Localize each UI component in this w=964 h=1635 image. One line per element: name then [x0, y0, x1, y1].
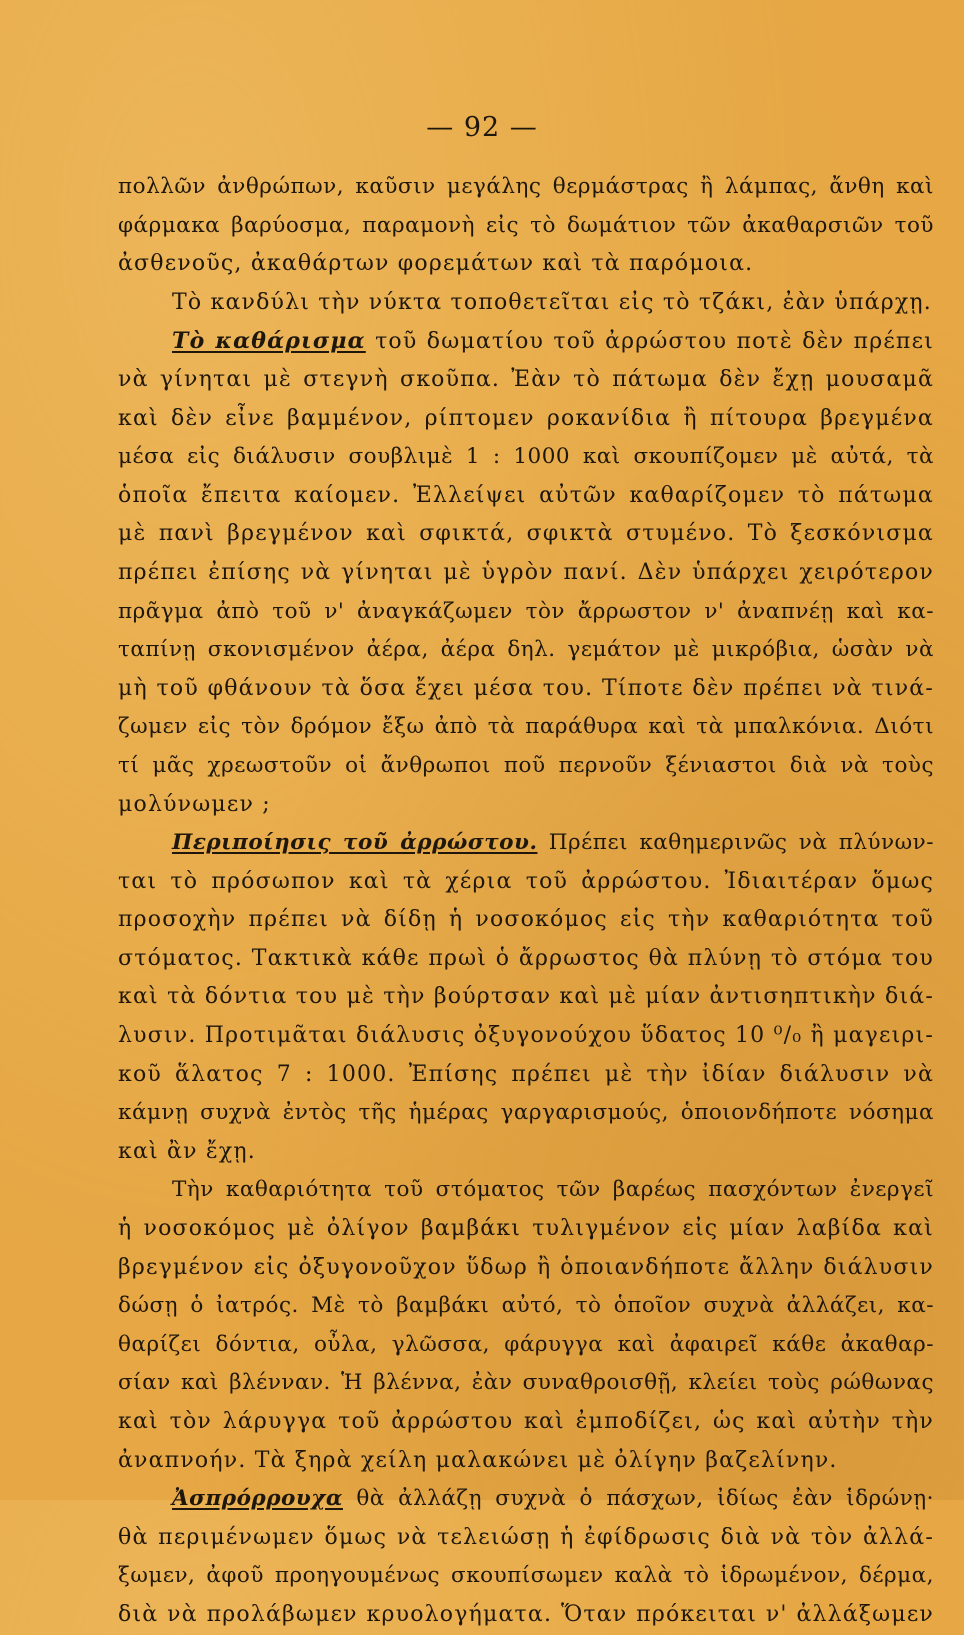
text-line: πρέπει ἐπίσης νὰ γίνηται μὲ ὑγρὸν πανί. Δὲν ὑπάρχει χειρότερον	[118, 559, 934, 585]
text-line: προσοχὴν πρέπει νὰ δίδῃ ἡ νοσοκόμος εἰς τὴν καθαριότητα τοῦ	[118, 907, 934, 933]
text-line: Τὸ καθάρισμα τοῦ δωματίου τοῦ ἀρρώστου ποτὲ δὲν πρέπει	[172, 328, 935, 355]
text-line: δώσῃ ὁ ἰατρός. Μὲ τὸ βαμβάκι αὐτό, τὸ ὁποῖον συχνὰ ἀλλάζει, κα-	[118, 1293, 934, 1319]
text-line: ταπίνῃ σκονισμένον ἀέρα, ἀέρα δηλ. γεμάτον μὲ μικρόβια, ὡσὰν νὰ	[118, 637, 934, 663]
text-line: καὶ δὲν εἶνε βαμμένον, ρίπτομεν ροκανίδια ἢ πίτουρα βρεγμένα	[118, 405, 934, 431]
text-line: θαρίζει δόντια, οὖλα, γλῶσσα, φάρυγγα καὶ ἀφαιρεῖ κάθε ἀκαθαρ-	[118, 1331, 934, 1357]
text-line: Ἀσπρόρρουχα θὰ ἀλλάζῃ συχνὰ ὁ πάσχων, ἰδίως ἐὰν ἱδρώνῃ·	[172, 1486, 934, 1512]
text-line: λυσιν. Προτιμᾶται διάλυσις ὀξυγονούχου ὕδατος 10 ⁰/₀ ἢ μαγειρι-	[118, 1023, 934, 1049]
text-line: μὴ τοῦ φθάνουν τὰ ὅσα ἔχει μέσα του. Τίποτε δὲν πρέπει νὰ τινά-	[118, 675, 934, 701]
text-line: καὶ ἂν ἔχῃ.	[118, 1138, 256, 1164]
text-line: κάμνῃ συχνὰ ἐντὸς τῆς ἡμέρας γαργαρισμούς, ὁποιονδήποτε νόσημα	[118, 1100, 934, 1126]
text-line: σίαν καὶ βλένναν. Ἡ βλέννα, ἐὰν συναθροισθῇ, κλείει τοὺς ρώθωνας	[118, 1370, 934, 1396]
text-line: καὶ τὰ δόντια του μὲ τὴν βούρτσαν καὶ μὲ μίαν ἀντισηπτικὴν διά-	[118, 984, 934, 1010]
text-line: ξωμεν, ἀφοῦ προηγουμένως σκουπίσωμεν καλὰ τὸ ἱδρωμένον, δέρμα,	[118, 1563, 934, 1589]
text-line: ὁποῖα ἔπειτα καίομεν. Ἐλλείψει αὐτῶν καθαρίζομεν τὸ πάτωμα	[118, 482, 934, 508]
text-line: στόματος. Τακτικὰ κάθε πρωὶ ὁ ἄρρωστος θὰ πλύνῃ τὸ στόμα του	[118, 945, 934, 971]
body-text	[118, 168, 934, 1635]
section-heading: Ἀσπρόρρουχα	[172, 1486, 343, 1512]
page-number: — 92 —	[426, 112, 538, 143]
text-line: κοῦ ἅλατος 7 : 1000. Ἐπίσης πρέπει μὲ τὴν ἰδίαν διάλυσιν νὰ	[118, 1061, 934, 1087]
text-line: ται τὸ πρόσωπον καὶ τὰ χέρια τοῦ ἀρρώστου. Ἰδιαιτέραν ὅμως	[118, 868, 934, 894]
text-line: Τὴν καθαριότητα τοῦ στόματος τῶν βαρέως πασχόντων ἐνεργεῖ	[172, 1177, 934, 1203]
text-line: πολλῶν ἀνθρώπων, καῦσιν μεγάλης θερμάστρας ἢ λάμπας, ἄνθη καὶ	[118, 174, 934, 199]
text-line: Τὸ κανδύλι τὴν νύκτα τοποθετεῖται εἰς τὸ τζάκι, ἐὰν ὑπάρχῃ.	[172, 289, 932, 315]
text-line: βρεγμένον εἰς ὀξυγονοῦχον ὕδωρ ἢ ὁποιανδήποτε ἄλλην διάλυσιν	[118, 1254, 934, 1280]
text-line: πρᾶγμα ἀπὸ τοῦ ν' ἀναγκάζωμεν τὸν ἄρρωστον ν' ἀναπνέῃ καὶ κα-	[118, 598, 934, 624]
text-line: θὰ περιμένωμεν ὅμως νὰ τελειώσῃ ἡ ἐφίδρωσις διὰ νὰ τὸν ἀλλά-	[118, 1524, 934, 1550]
text-line: Περιποίησις τοῦ ἀρρώστου. Πρέπει καθημερινῶς νὰ πλύνων-	[172, 830, 934, 856]
text-line: μὲ πανὶ βρεγμένον καὶ σφικτά, σφικτὰ στυμένο. Τὸ ξεσκόνισμα	[118, 521, 934, 547]
text-line: ζωμεν εἰς τὸν δρόμον ἔξω ἀπὸ τὰ παράθυρα καὶ τὰ μπαλκόνια. Διότι	[118, 714, 934, 740]
text-line: τί μᾶς χρεωστοῦν οἱ ἄνθρωποι ποῦ περνοῦν ξένιαστοι διὰ νὰ τοὺς	[118, 752, 934, 778]
text-line: μέσα εἰς διάλυσιν σουβλιμὲ 1 : 1000 καὶ σκουπίζομεν μὲ αὐτά, τὰ	[118, 444, 934, 470]
text-line: καὶ τὸν λάρυγγα τοῦ ἀρρώστου καὶ ἐμποδίζει, ὡς καὶ αὐτὴν τὴν	[118, 1409, 934, 1434]
text-line: μολύνωμεν ;	[118, 791, 271, 817]
text-line: φάρμακα βαρύοσμα, παραμονὴ εἰς τὸ δωμάτιον τῶν ἀκαθαρσιῶν τοῦ	[118, 212, 934, 238]
text-line: νὰ γίνηται μὲ στεγνὴ σκοῦπα. Ἐὰν τὸ πάτωμα δὲν ἔχῃ μουσαμᾶ	[118, 366, 934, 392]
text-line: ἀναπνοήν. Τὰ ξηρὰ χείλη μαλακώνει μὲ ὀλίγην βαζελίνην.	[118, 1447, 838, 1473]
section-heading: Περιποίησις τοῦ ἀρρώστου.	[172, 830, 538, 856]
section-heading: Τὸ καθάρισμα	[172, 328, 366, 355]
text-line: ἡ νοσοκόμος μὲ ὀλίγον βαμβάκι τυλιγμένον εἰς μίαν λαβίδα καὶ	[118, 1216, 934, 1242]
text-line: ἀσθενοῦς, ἀκαθάρτων φορεμάτων καὶ τὰ παρόμοια.	[118, 251, 754, 277]
text-line: διὰ νὰ προλάβωμεν κρυολογήματα. Ὅταν πρόκειται ν' ἀλλάξωμεν	[118, 1601, 934, 1627]
